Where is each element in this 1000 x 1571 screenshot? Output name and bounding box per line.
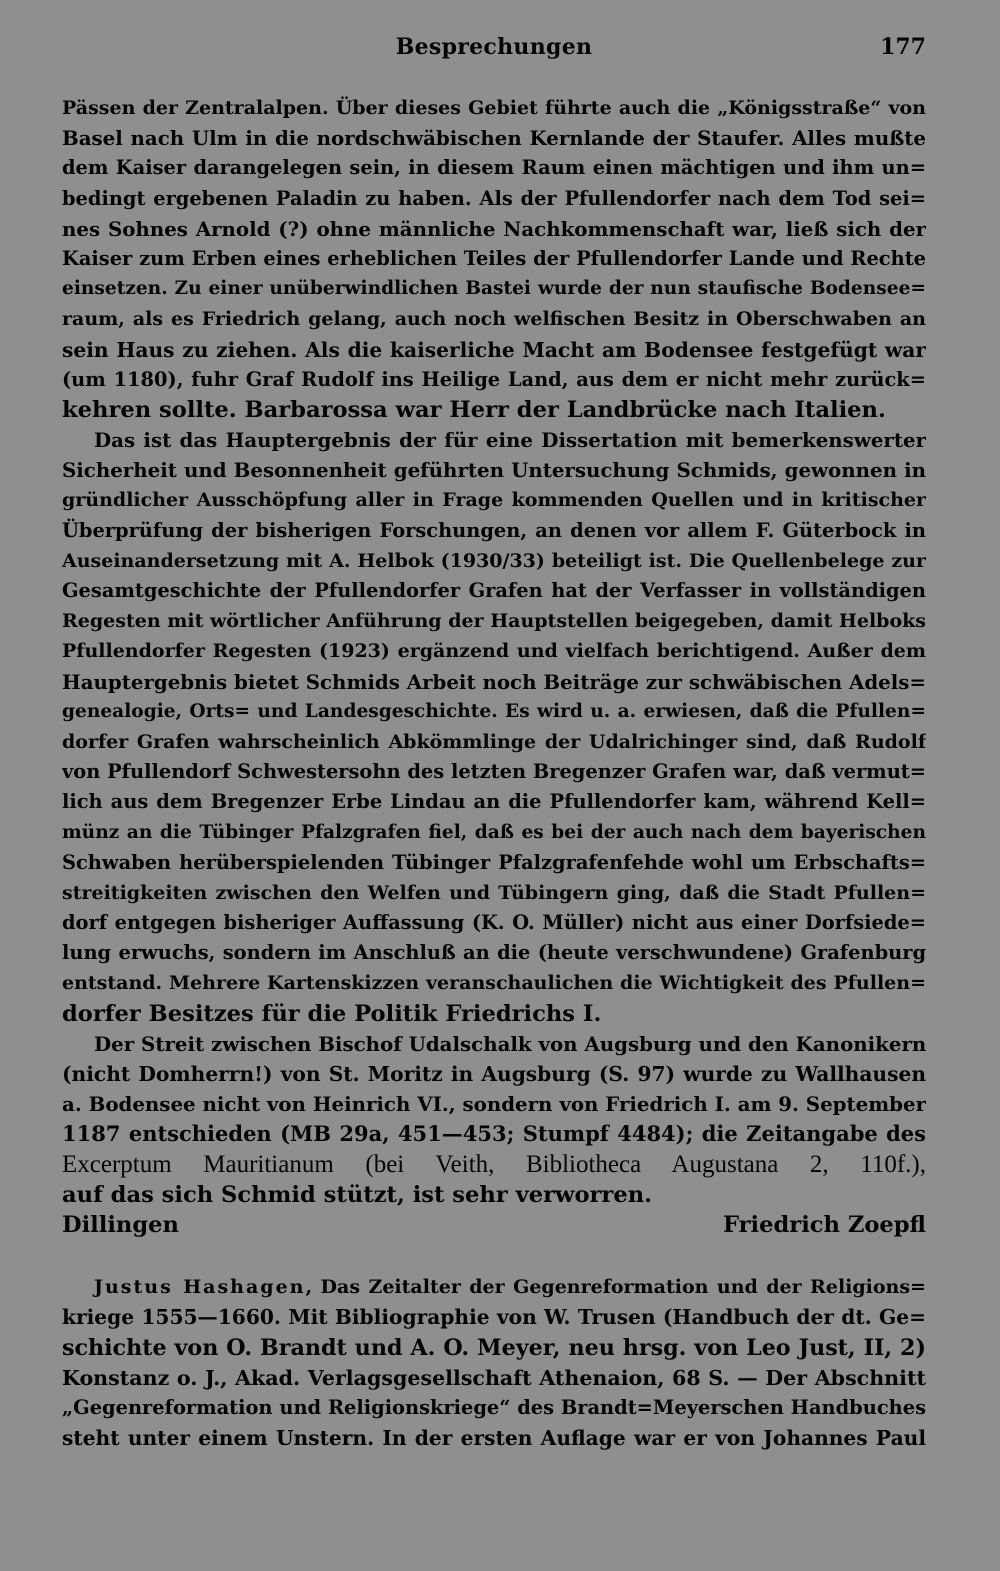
text-line: Regesten mit wörtlicher Anführung der Hauptstellen beigegeben, damit Helboks xyxy=(62,610,926,633)
text-line: genealogie, Orts= und Landesgeschichte. Es wird u. a. erwiesen, daß die Pfullen= xyxy=(62,700,926,722)
paragraph-2 xyxy=(62,425,926,1029)
running-head xyxy=(62,34,926,66)
text-line: nes Sohnes Arnold (?) ohne männliche Nachkommenschaft war, ließ sich der xyxy=(62,216,926,241)
running-title: Besprechungen xyxy=(395,34,593,60)
text-line: sein Haus zu ziehen. Als die kaiserliche Macht am Bodensee festgefügt war xyxy=(62,337,926,362)
text-line: schichte von O. Brandt und A. O. Meyer, neu hrsg. von Leo Just, II, 2) xyxy=(62,1334,926,1361)
text-line: entstand. Mehrere Kartenskizzen veranschaulichen die Wichtigkeit des Pfullen= xyxy=(62,972,926,995)
text-line: streitigkeiten zwischen den Welfen und Tübingern ging, daß die Stadt Pfullen= xyxy=(62,881,926,904)
body-text xyxy=(62,93,926,1453)
text-line: kriege 1555—1660. Mit Bibliographie von W. Trusen (Handbuch der dt. Ge= xyxy=(62,1305,926,1330)
paragraph-3 xyxy=(62,1029,926,1210)
review-2 xyxy=(62,1272,926,1453)
paragraph-1 xyxy=(62,93,926,425)
latin-text-line: Excerptum Mauritianum (bei Veith, Bibliotheca Augustana 2, 110f.), xyxy=(62,1150,926,1178)
text-line: dorfer Besitzes für die Politik Friedrichs I. xyxy=(62,1000,602,1027)
text-line: gründlicher Ausschöpfung aller in Frage kommenden Quellen und in kritischer xyxy=(62,489,926,512)
text-line: Das ist das Hauptergebnis der für eine Dissertation mit bemerkenswerter xyxy=(94,428,926,453)
text-line: steht unter einem Unstern. In der ersten Auflage war er von Johannes Paul xyxy=(62,1426,926,1451)
section-gap xyxy=(62,1240,926,1272)
text-line: lung erwuchs, sondern im Anschluß an die (heute verschwundene) Grafenburg xyxy=(62,941,926,965)
text-line: Kaiser zum Erben eines erheblichen Teiles der Pfullendorfer Lande und Rechte xyxy=(62,246,926,270)
text-line: (nicht Domherrn!) von St. Moritz in Augsburg (S. 97) wurde zu Wallhausen xyxy=(62,1062,926,1086)
review-title-start: , Das Zeitalter der Gegenreformation und der Religions= xyxy=(305,1276,926,1299)
text-line: Pfullendorfer Regesten (1923) ergänzend und vielfach berichtigend. Außer dem xyxy=(62,640,926,663)
text-line: lich aus dem Bregenzer Erbe Lindau an die Pfullendorfer kam, während Kell= xyxy=(62,790,926,814)
signature-place: Dillingen xyxy=(62,1211,179,1238)
review-signature xyxy=(62,1210,926,1240)
text-line: Basel nach Ulm in die nordschwäbischen Kernlande der Staufer. Alles mußte xyxy=(62,126,926,151)
text-line: von Pfullendorf Schwestersohn des letzten Bregenzer Grafen war, daß vermut= xyxy=(62,760,926,784)
text-line: 1187 entschieden (MB 29a, 451—453; Stumpf 4484); die Zeitangabe des xyxy=(62,1121,926,1147)
text-line: Pässen der Zentralalpen. Über dieses Gebiet führte auch die „Königsstraße“ von xyxy=(62,97,926,119)
page-number: 177 xyxy=(880,34,926,60)
text-line: Gesamtgeschichte der Pfullendorfer Grafen hat der Verfasser in vollständigen xyxy=(62,579,926,602)
signature-author: Friedrich Zoepfl xyxy=(722,1211,926,1238)
text-line: bedingt ergebenen Paladin zu haben. Als der Pfullendorfer nach dem Tod sei= xyxy=(62,186,926,210)
text-line: „Gegenreformation und Religionskriege“ des Brandt=Meyerschen Handbuches xyxy=(62,1395,926,1419)
text-line: dorf entgegen bisheriger Auffassung (K. O. Müller) nicht aus einer Dorfsiede= xyxy=(62,911,926,935)
text-line: (um 1180), fuhr Graf Rudolf ins Heilige Land, aus dem er nicht mehr zurück= xyxy=(62,367,926,391)
text-line: Schwaben herüberspielenden Tübinger Pfalzgrafenfehde wohl um Erbschafts= xyxy=(62,850,926,874)
text-line: münz an die Tübinger Pfalzgrafen fiel, daß es bei der auch nach dem bayerischen xyxy=(62,821,926,843)
text-line: Konstanz o. J., Akad. Verlagsgesellschaft Athenaion, 68 S. — Der Abschnitt xyxy=(62,1365,926,1390)
text-line: raum, als es Friedrich gelang, auch noch welfischen Besitz in Oberschwaben an xyxy=(62,308,926,331)
text-line: Der Streit zwischen Bischof Udalschalk von Augsburg und den Kanonikern xyxy=(94,1031,926,1056)
text-line xyxy=(62,1272,926,1302)
text-line: einsetzen. Zu einer unüberwindlichen Bastei wurde der nun staufische Bodensee= xyxy=(62,278,926,300)
text-line: auf das sich Schmid stützt, ist sehr verworren. xyxy=(62,1181,652,1208)
text-line: Hauptergebnis bietet Schmids Arbeit noch Beiträge zur schwäbischen Adels= xyxy=(62,669,926,694)
text-line: kehren sollte. Barbarossa war Herr der Landbrücke nach Italien. xyxy=(62,396,886,423)
text-line: dorfer Grafen wahrscheinlich Abkömmlinge der Udalrichinger sind, daß Rudolf xyxy=(62,730,926,753)
text-line: dem Kaiser darangelegen sein, in diesem Raum einen mächtigen und ihm un= xyxy=(62,156,926,180)
review-author: Justus Hashagen xyxy=(94,1276,306,1299)
text-line: Überprüfung der bisherigen Forschungen, an denen vor allem F. Güterbock in xyxy=(62,518,926,542)
text-line: a. Bodensee nicht von Heinrich VI., sondern von Friedrich I. am 9. September xyxy=(62,1092,926,1117)
text-line: Sicherheit und Besonnenheit geführten Untersuchung Schmids, gewonnen in xyxy=(62,458,926,483)
text-line: Auseinandersetzung mit A. Helbok (1930/33) beteiligt ist. Die Quellenbelege zur xyxy=(62,549,926,572)
